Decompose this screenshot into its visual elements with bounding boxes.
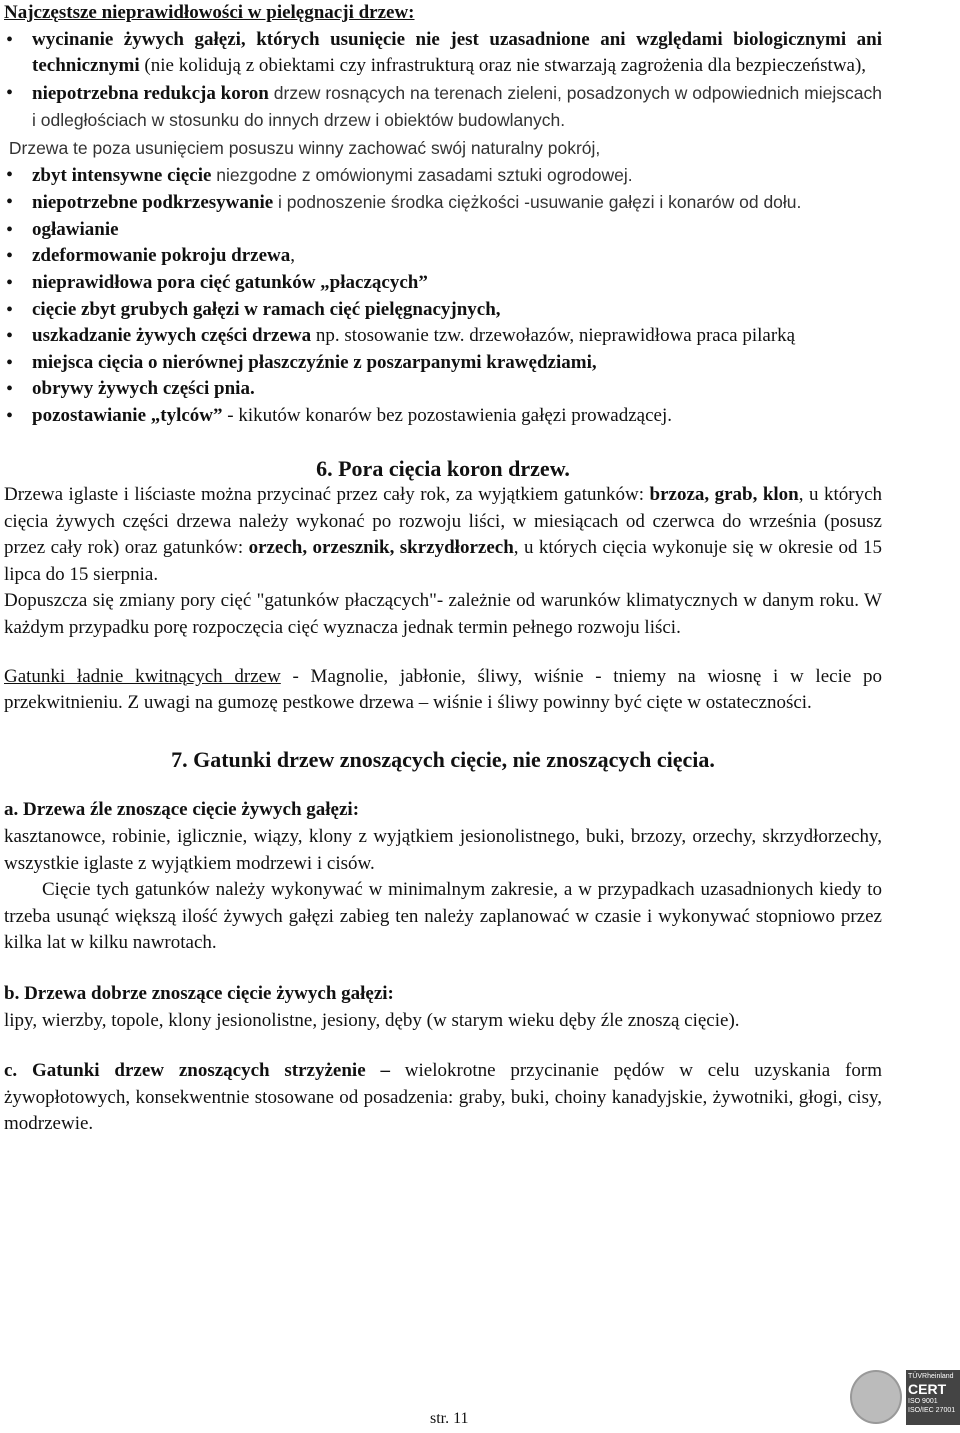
list-item: • nieprawidłowa pora cięć gatunków „płaczących” (4, 270, 882, 297)
list-item: • obrywy żywych części pnia. (4, 376, 882, 403)
bullet-list (4, 27, 882, 135)
list-item: • zbyt intensywne cięcie niezgodne z omówionymi zasadami sztuki ogrodowej. (4, 162, 882, 190)
paragraph: Gatunki ładnie kwitnących drzew - Magnolie, jabłonie, śliwy, wiśnie - tniemy na wiosnę i w lecie po przekwitnieniu. Z uwagi na gumozę pestkowe drzewa – wiśnie i śliwy powinny być cięte w ostateczności. (4, 665, 882, 714)
tuv-cert-logo: TÜVRheinland CERT ISO 9001 ISO/IEC 27001 (906, 1370, 960, 1425)
paragraph: kasztanowce, robinie, iglicznie, wiązy, klony z wyjątkiem jesionolistnego, buki, brzozy, orzechy, skrzydłorzechy, wszystkie iglaste z wyjątkiem modrzewi i cisów. (4, 826, 882, 874)
paragraph: c. Gatunki drzew znoszących strzyżenie – wielokrotne przycinanie pędów w celu uzyskania form żywopłotowych, konsekwentnie stosowane od posadzenia: graby, buki, choiny kanadyjskie, żywotniki, głogi, cisy, modrzewie. (4, 1060, 882, 1135)
list-item: • zdeformowanie pokroju drzewa, (4, 243, 882, 270)
list-item: • pozostawianie „tylców” - kikutów konarów bez pozostawienia gałęzi prowadzącej. (4, 403, 882, 430)
list-item: • niepotrzebne podkrzesywanie i podnoszenie środka ciężkości -usuwanie gałęzi i konarów od dołu. (4, 189, 882, 217)
section-heading: Najczęstsze nieprawidłowości w pielęgnacji drzew: (4, 2, 415, 23)
section-title: 6. Pora cięcia koron drzew. (316, 455, 570, 481)
list-item: • niepotrzebna redukcja koron drzew rosnących na terenach zieleni, posadzonych w odpowiednich miejscach i odległościach w stosunku do innych drzew i obiektów budowlanych. (4, 80, 882, 135)
paragraph: Drzewa iglaste i liściaste można przycinać przez cały rok, za wyjątkiem gatunków: brzoza, grab, klon, u których cięcia żywych części drzewa należy wykonać po rozwoju liści, w miesiącach od czerwca do września (posusz przez cały rok) oraz gatunków: orzech, orzesznik, skrzydłorzech, u których cięcia wykonuje się w okresie od 15 lipca do 15 sierpnia. (4, 484, 883, 585)
paragraph: lipy, wierzby, topole, klony jesionolistne, jesiony, dęby (w starym wieku dęby źle znoszą cięcie). (4, 1009, 740, 1031)
subsection-title: a. Drzewa źle znoszące cięcie żywych gałęzi: (4, 799, 360, 821)
page-number: str. 11 (430, 1410, 469, 1427)
paragraph: Drzewa te poza usunięciem posuszu winny zachować swój naturalny pokrój, (4, 137, 601, 158)
list-item: • cięcie zbyt grubych gałęzi w ramach cięć pielęgnacyjnych, (4, 297, 882, 324)
quality-seal-icon (850, 1370, 902, 1424)
list-item: • miejsca cięcia o nierównej płaszczyźnie z poszarpanymi krawędziami, (4, 350, 882, 377)
list-item: • uszkadzanie żywych części drzewa np. stosowanie tzw. drzewołazów, nieprawidłowa praca pilarką (4, 323, 882, 350)
document-body (4, 0, 882, 1138)
paragraph: Dopuszcza się zmiany pory cięć "gatunków płaczących"- zależnie od warunków klimatycznych w danym roku. W każdym przypadku porę rozpoczęcia cięć wyznacza jednak termin pełnego rozwoju liści. (4, 590, 882, 639)
section-title: 7. Gatunki drzew znoszących cięcie, nie znoszących cięcia. (171, 746, 715, 772)
list-item: • ogławianie (4, 217, 882, 244)
bullet-list (4, 162, 882, 430)
paragraph: Cięcie tych gatunków należy wykonywać w minimalnym zakresie, a w przypadkach uzasadnionych kiedy to trzeba usunąć większą ilość żywych gałęzi zabieg ten należy zaplanować w czasie i wykonywać stopniowo przez kilka lat w kilku nawrotach. (4, 879, 882, 954)
list-item: • wycinanie żywych gałęzi, których usunięcie nie jest uzasadnione ani względami biologicznymi ani technicznymi (nie kolidują z obiektami czy infrastrukturą oraz nie stwarzają zagrożenia dla bezpieczeństwa), (4, 27, 882, 80)
certification-badges (850, 1370, 960, 1427)
subsection-title: b. Drzewa dobrze znoszące cięcie żywych gałęzi: (4, 983, 394, 1004)
